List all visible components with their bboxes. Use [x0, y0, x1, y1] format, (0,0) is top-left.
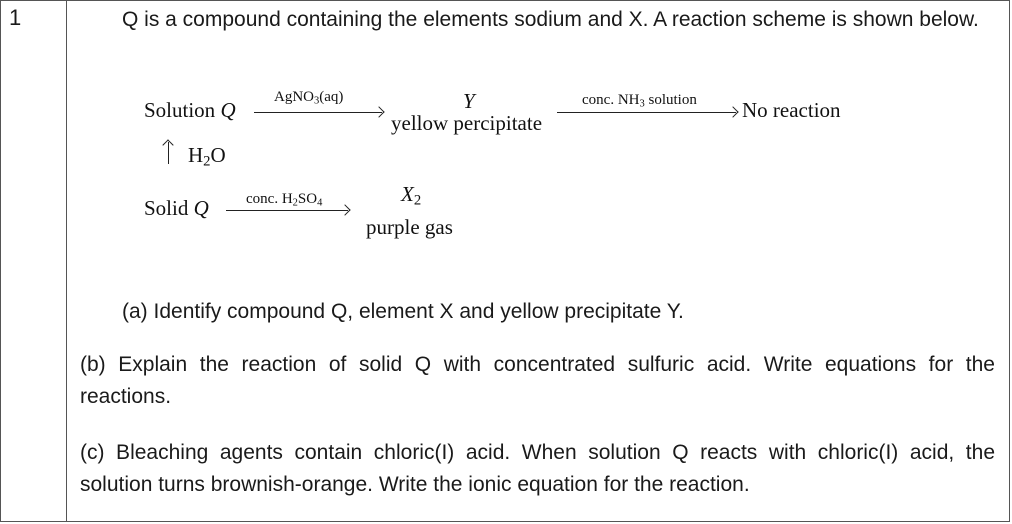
arrow-2 — [557, 112, 736, 113]
reaction-scheme — [0, 0, 1012, 260]
water-label: $H_2O$ — [188, 143, 226, 170]
up-arrow — [168, 142, 169, 164]
solid-q-label: Solid Q — [144, 196, 209, 220]
part-a — [80, 296, 995, 328]
arrow-1 — [254, 112, 382, 113]
question-number: 1 — [9, 5, 22, 30]
no-reaction-label: No reaction — [742, 98, 841, 122]
purple-gas-label: purple gas — [366, 215, 453, 239]
intro-text: Q is a compound containing the elements sodium and X. A reaction scheme is shown below. — [122, 8, 979, 31]
product-y: Y — [463, 89, 475, 113]
solution-q-label: Solution Q — [144, 98, 236, 122]
nh3-reagent: conc. $NH_3$ solution — [582, 92, 697, 110]
part-b-text: (b) Explain the reaction of solid Q with concentrated sulfuric acid. Write equations for the reactions. — [80, 353, 995, 408]
part-c — [80, 437, 995, 501]
h2so4-reagent: conc. $H_2SO_4$ — [246, 191, 323, 209]
agno3-reagent: AgNO$_3$(aq) — [274, 89, 344, 107]
part-a-text: (a) Identify compound Q, element X and yellow precipitate Y. — [122, 300, 684, 323]
yellow-precipitate-label: yellow percipitate — [391, 111, 543, 135]
arrow-3 — [226, 210, 348, 211]
product-x2: $X_2$ — [401, 182, 422, 209]
part-c-text: (c) Bleaching agents contain chloric(I) acid. When solution Q reacts with chloric(I) acid, the solution turns brownish-orange. Write the ionic equation for the reaction. — [80, 441, 995, 496]
part-b — [80, 349, 995, 413]
